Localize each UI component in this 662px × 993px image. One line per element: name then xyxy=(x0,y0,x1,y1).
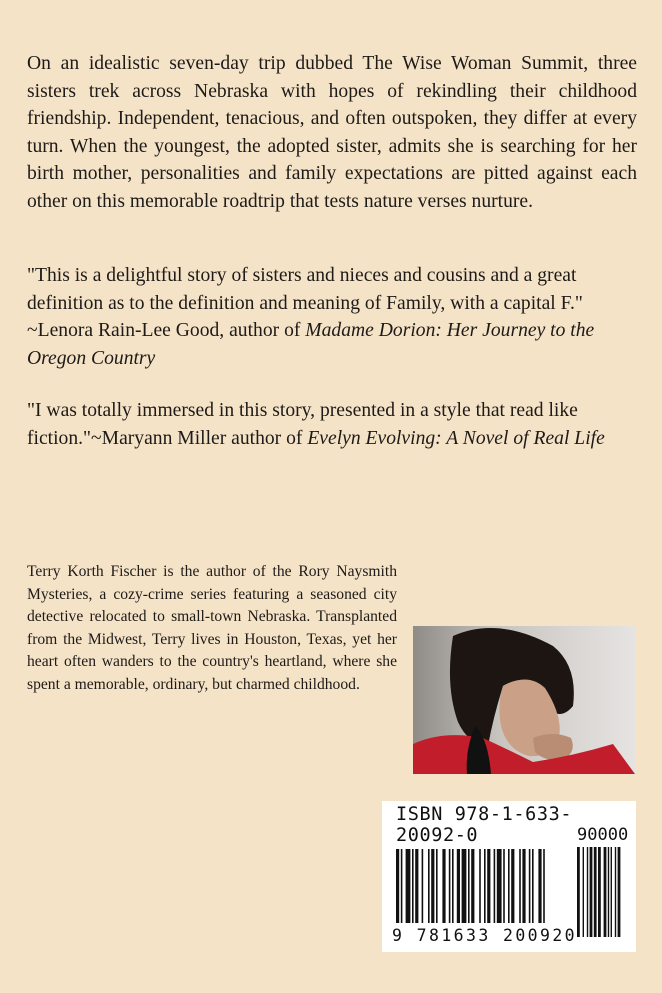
ean-digits: 9 781633 200920 xyxy=(392,926,578,945)
isbn-label: ISBN 978-1-633-20092-0 xyxy=(396,804,573,846)
review-quote-2-text: "I was totally immersed in this story, presented in a style that read like fiction."~Maryann Miller author of xyxy=(27,400,578,449)
author-photo xyxy=(413,626,635,774)
review-quote-1 xyxy=(27,262,637,372)
price-code: 90000 xyxy=(577,825,629,845)
back-cover-blurb: On an idealistic seven-day trip dubbed The Wise Woman Summit, three sisters trek across Nebraska with hopes of rekindling their childhood friendship. Independent, tenacious, and often outspoken, they differ at every turn. When the youngest, the adopted sister, admits she is searching for her birth mother, personalities and family expectations are pitted against each other on this memorable roadtrip that tests nature verses nurture. xyxy=(27,53,637,212)
isbn-barcode xyxy=(382,801,636,952)
review-quote-2 xyxy=(27,397,637,452)
review-quote-2-book-title: Evelyn Evolving: A Novel of Real Life xyxy=(307,427,605,449)
review-quote-1-book-title: Madame Dorion: Her Journey to the Oregon Country xyxy=(27,320,595,369)
review-quote-1-text: "This is a delightful story of sisters and nieces and cousins and a great definition as to the definition and meaning of Family, with a capital F." ~Lenora Rain-Lee Good, author of xyxy=(27,265,583,341)
author-bio: Terry Korth Fischer is the author of the Rory Naysmith Mysteries, a cozy-crime series featuring a seasoned city detective relocated to small-town Nebraska. Transplanted from the Midwest, Terry lives in Houston, Texas, yet her heart often wanders to the country's heartland, where she spent a memorable, ordinary, but charmed childhood. xyxy=(27,563,397,693)
